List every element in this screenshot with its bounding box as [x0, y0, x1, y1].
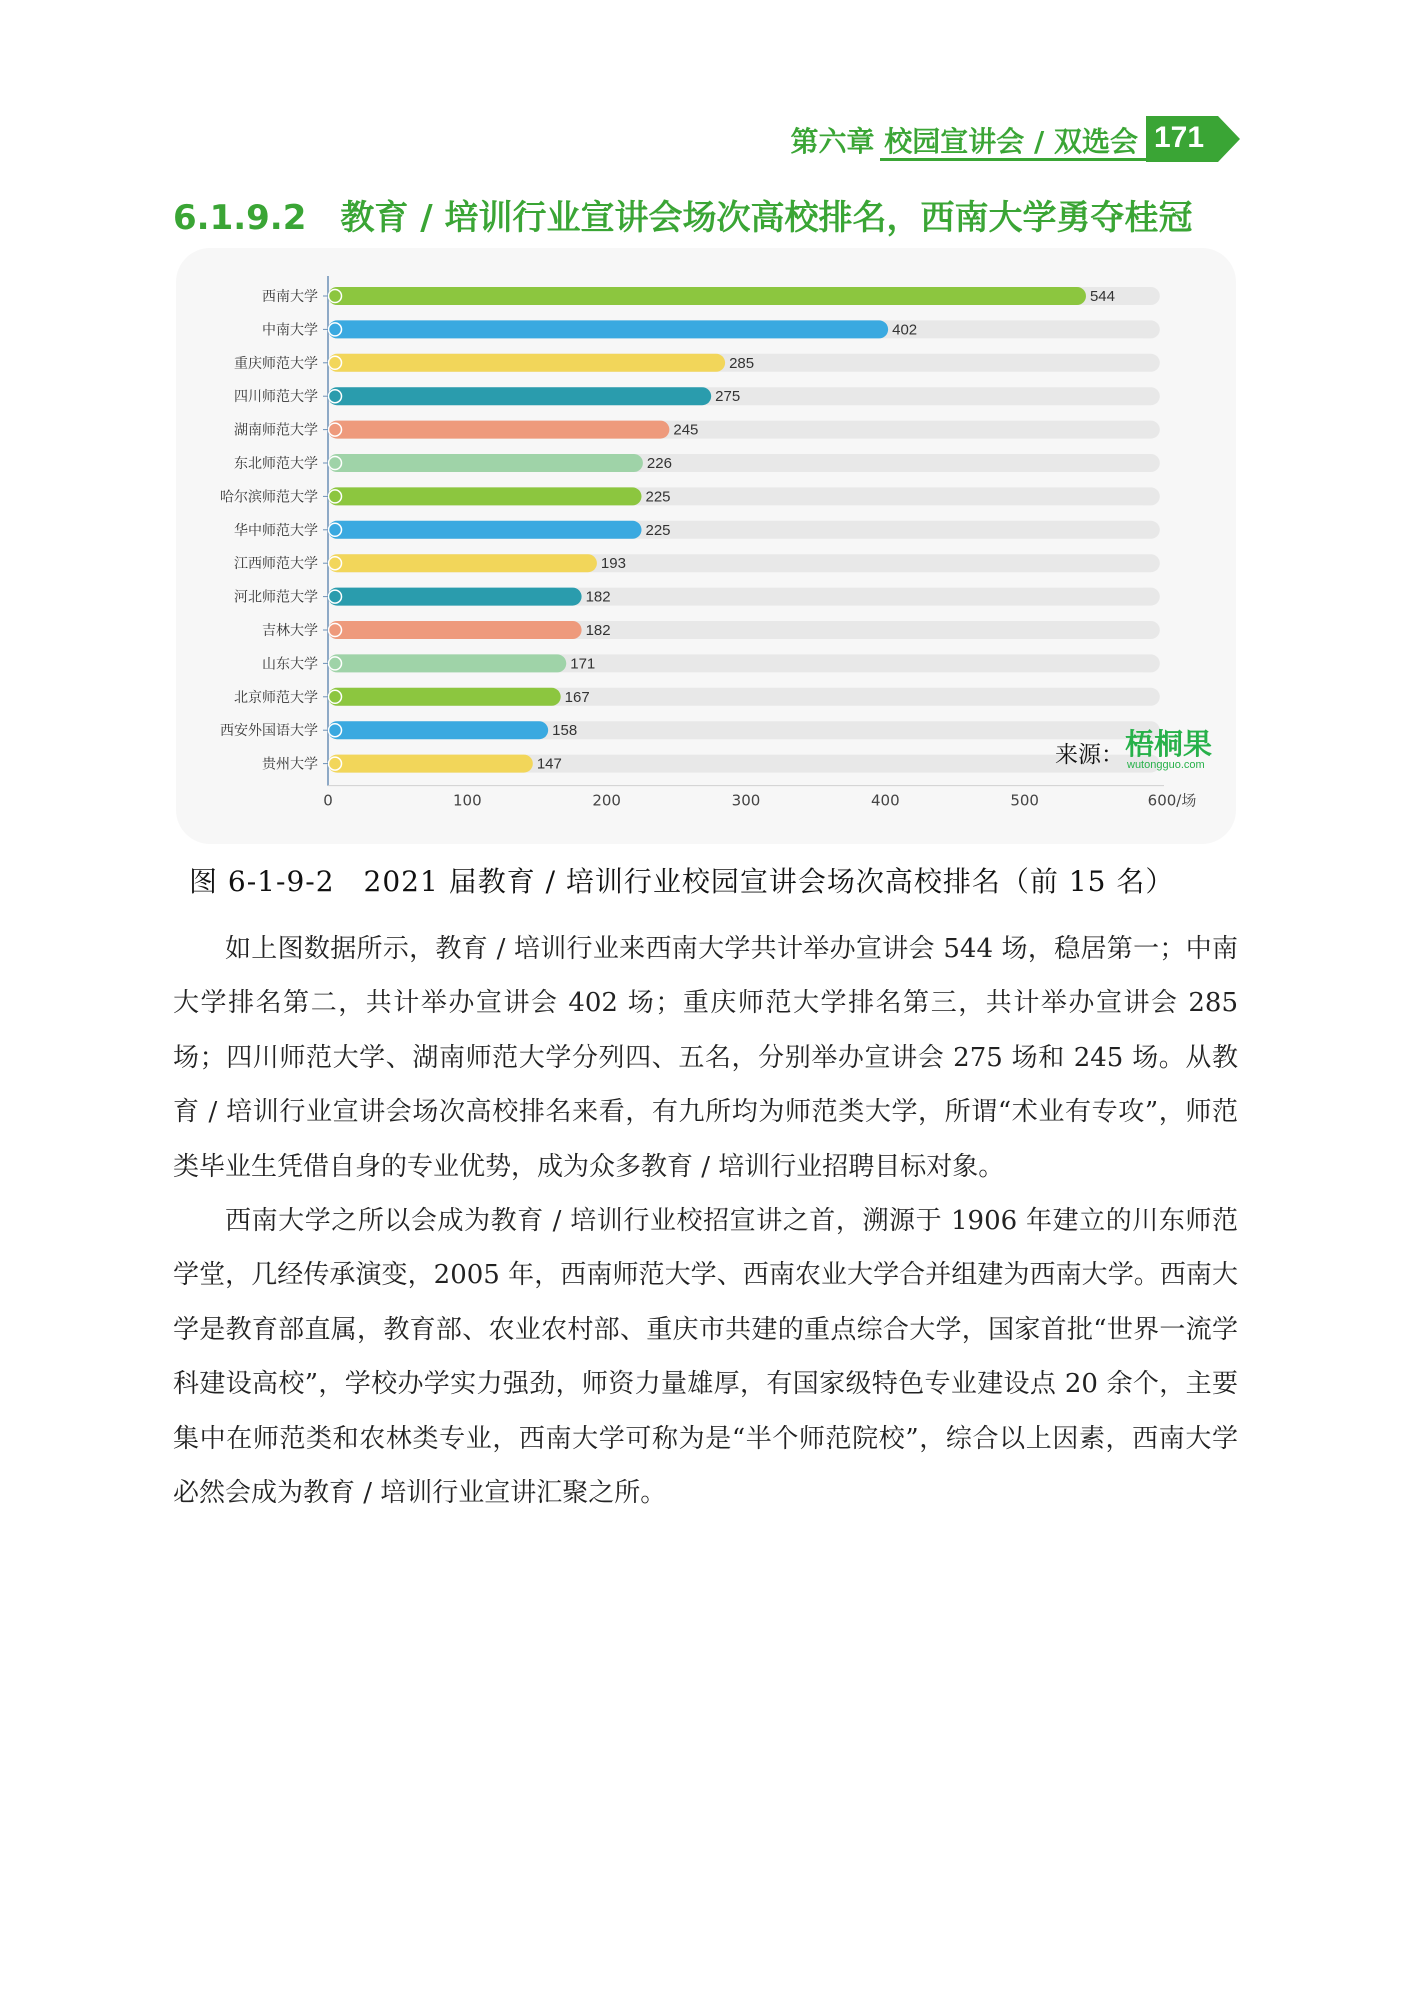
bar	[328, 755, 533, 773]
bar-dot	[329, 657, 342, 670]
category-label: 中南大学	[262, 322, 318, 339]
bar-dot	[329, 457, 342, 470]
paragraph: 西南大学之所以会成为教育 / 培训行业校招宣讲之首，溯源于 1906 年建立的川东师范学堂，几经传承演变，2005 年，西南师范大学、西南农业大学合并组建为西南大学。西南大学是教育部直属，教育部、农业农村部、重庆市共建的重点综合大学，国家首批“世界一流学科建设高校”，学校办学实力强劲，师资力量雄厚，有国家级特色专业建设点 20 余个，主要集中在师范类和农林类专业，西南大学可称为是“半个师范院校”，综合以上因素，西南大学必然会成为教育 / 培训行业宣讲汇聚之所。	[173, 1206, 1238, 1509]
category-label: 哈尔滨师范大学	[220, 489, 318, 506]
logo-text: 梧桐果	[1125, 727, 1213, 761]
x-tick-label: 600/场	[1147, 791, 1197, 810]
value-label: 402	[892, 321, 918, 339]
category-label: 河北师范大学	[234, 589, 318, 606]
value-label: 167	[564, 688, 590, 706]
bar	[328, 320, 888, 338]
value-label: 158	[552, 722, 578, 740]
page-header	[790, 116, 1240, 164]
body-text	[173, 922, 1238, 1520]
category-label: 华中师范大学	[234, 522, 318, 539]
value-label: 193	[600, 555, 626, 573]
bar	[328, 654, 566, 672]
chapter-title: 第六章 校园宣讲会 / 双选会	[790, 125, 1138, 158]
bar	[328, 354, 725, 372]
bar	[328, 287, 1086, 305]
page-number-badge	[1146, 116, 1240, 162]
x-tick-label: 0	[323, 791, 333, 810]
category-label: 贵州大学	[262, 756, 318, 773]
value-label: 171	[570, 655, 596, 673]
figure-caption: 图 6-1-9-2 2021 届教育 / 培训行业校园宣讲会场次高校排名（前 15 名）	[189, 865, 1175, 898]
page-number: 171	[1154, 121, 1205, 154]
bar-dot	[329, 423, 342, 436]
bar	[328, 621, 582, 639]
bar	[328, 521, 642, 539]
x-tick-label: 300	[731, 791, 761, 810]
value-label: 275	[715, 388, 741, 406]
bar	[328, 588, 582, 606]
category-label: 东北师范大学	[234, 456, 318, 472]
category-label: 重庆师范大学	[234, 355, 318, 372]
bar-dot	[329, 624, 342, 637]
bar	[328, 421, 669, 439]
bar	[328, 554, 597, 572]
category-label: 四川师范大学	[234, 389, 318, 406]
logo-url: wutongguo.com	[1127, 759, 1205, 771]
category-label: 山东大学	[262, 656, 318, 673]
category-label: 北京师范大学	[234, 689, 318, 706]
category-label: 西南大学	[262, 289, 318, 305]
chapter-underline	[880, 158, 1148, 161]
x-tick-label: 200	[592, 791, 621, 810]
bar	[328, 487, 642, 505]
category-label: 吉林大学	[262, 623, 318, 639]
section-title: 6.1.9.2 教育 / 培训行业宣讲会场次高校排名，西南大学勇夺桂冠	[173, 198, 1193, 238]
bar-dot	[329, 290, 342, 303]
bar-dot	[329, 557, 342, 570]
bar-dot	[329, 590, 342, 603]
bar	[328, 688, 561, 706]
bar-dot	[329, 724, 342, 737]
value-label: 182	[585, 622, 611, 639]
bar-dot	[329, 690, 342, 703]
category-label: 湖南师范大学	[234, 422, 318, 439]
bar-dot	[329, 356, 342, 369]
value-label: 544	[1089, 288, 1116, 305]
source-logo	[1125, 729, 1212, 771]
bar-dot	[329, 490, 342, 503]
value-label: 147	[536, 755, 562, 773]
bar-dot	[329, 390, 342, 403]
x-tick-label: 400	[871, 791, 900, 810]
category-label: 江西师范大学	[234, 556, 318, 573]
paragraph: 如上图数据所示，教育 / 培训行业来西南大学共计举办宣讲会 544 场，稳居第一；中南大学排名第二，共计举办宣讲会 402 场；重庆师范大学排名第三，共计举办宣讲会 285 场；四川师范大学、湖南师范大学分列四、五名，分别举办宣讲会 275 场和 245 场。从教育 / 培训行业宣讲会场次高校排名来看，有九所均为师范类大学，所谓“术业有专攻”，师范类毕业生凭借自身的专业优势，成为众多教育 / 培训行业招聘目标对象。	[173, 934, 1238, 1182]
source-label: 来源：	[1055, 742, 1124, 768]
bar	[328, 387, 711, 405]
value-label: 245	[673, 421, 699, 439]
bar	[328, 454, 643, 472]
x-tick-label: 100	[453, 791, 482, 810]
category-label: 西安外国语大学	[220, 723, 318, 740]
bar	[328, 721, 548, 739]
value-label: 182	[585, 588, 611, 606]
bar-dot	[329, 323, 342, 336]
value-label: 225	[645, 521, 671, 539]
bar-dot	[329, 757, 342, 770]
value-label: 226	[646, 455, 672, 472]
x-tick-label: 500	[1010, 791, 1039, 810]
bar-dot	[329, 523, 342, 536]
value-label: 285	[729, 354, 755, 372]
value-label: 225	[645, 488, 671, 506]
